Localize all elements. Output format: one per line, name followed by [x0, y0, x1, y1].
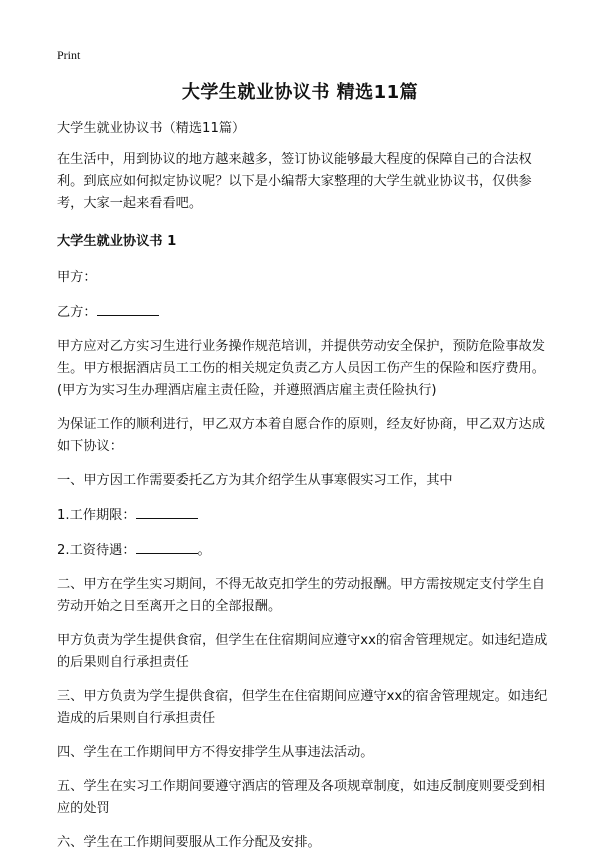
item-label: 2.工资待遇：: [57, 543, 136, 558]
item-label: 1.工作期限：: [57, 508, 136, 523]
item-work-period: [57, 504, 553, 527]
item-wage: [57, 539, 553, 562]
paragraph: 二、甲方在学生实习期间，不得无故克扣学生的劳动报酬。甲方需按规定支付学生自劳动开始之日至离开之日的全部报酬。: [57, 577, 545, 614]
paragraph: 六、学生在工作期间要服从工作分配及安排。: [57, 835, 321, 850]
section-heading: 大学生就业协议书 1: [57, 234, 177, 249]
document-body: [57, 118, 553, 866]
paragraph: 甲方负责为学生提供食宿，但学生在住宿期间应遵守xx的宿舍管理规定。如违纪造成的后果则自行承担责任: [57, 633, 548, 670]
paragraph: 甲方应对乙方实习生进行业务操作规范培训，并提供劳动安全保护，预防危险事故发生。甲方根据酒店员工工伤的相关规定负责乙方人员因工伤产生的保险和医疗费用。(甲方为实习生办理酒店雇主责任险，并遵照酒店雇主责任险执行): [57, 339, 545, 398]
intro-paragraph: 在生活中，用到协议的地方越来越多，签订协议能够最大程度的保障自己的合法权利。到底应如何拟定协议呢？以下是小编帮大家整理的大学生就业协议书，仅供参考，大家一起来看看吧。: [57, 152, 532, 211]
paragraph: 三、甲方负责为学生提供食宿，但学生在住宿期间应遵守xx的宿舍管理规定。如违纪造成的后果则自行承担责任: [57, 689, 548, 726]
wage-blank: [136, 539, 198, 554]
paragraph: 为保证工作的顺利进行，甲乙双方本着自愿合作的原则，经友好协商，甲乙双方达成如下协议：: [57, 417, 545, 454]
document-subtitle: 大学生就业协议书（精选11篇）: [57, 121, 246, 136]
paragraph: 四、学生在工作期间甲方不得安排学生从事违法活动。: [57, 745, 374, 760]
party-b-blank: [97, 301, 159, 316]
work-period-blank: [136, 504, 198, 519]
party-a-line: [57, 267, 553, 289]
page-title: 大学生就业协议书 精选11篇: [181, 82, 419, 103]
item-suffix: 。: [197, 543, 211, 558]
party-a-label: 甲方：: [57, 270, 97, 285]
party-b-line: [57, 301, 553, 324]
paragraph: 一、甲方因工作需要委托乙方为其介绍学生从事寒假实习工作，其中: [57, 473, 453, 488]
party-b-label: 乙方：: [57, 305, 97, 320]
print-link[interactable]: Print: [57, 48, 81, 62]
paragraph: 五、学生在实习工作期间要遵守酒店的管理及各项规章制度，如违反制度则要受到相应的处罚: [57, 779, 545, 816]
